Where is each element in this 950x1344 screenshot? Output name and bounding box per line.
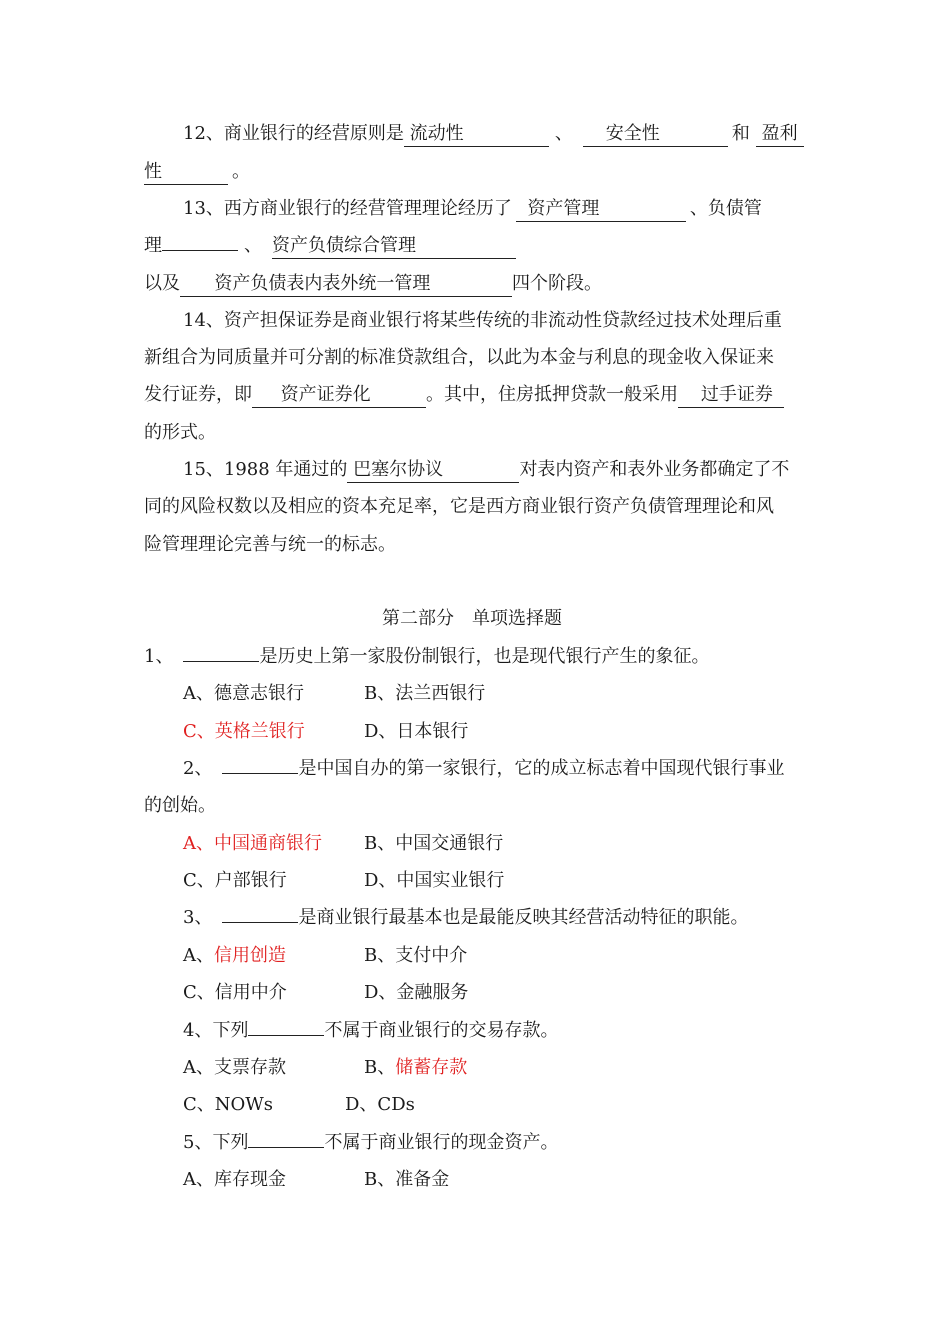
q13-line1: 13、西方商业银行的经营管理理论经历了 资产管理 、负债管 bbox=[183, 197, 762, 222]
q13-answer-4: 资产负债表内表外统一管理 bbox=[180, 273, 512, 297]
mc-q4-answer: 储蓄存款 bbox=[395, 1057, 468, 1078]
mc-q3-option-b: B、支付中介 bbox=[364, 945, 468, 966]
q14-line4: 的形式。 bbox=[144, 422, 216, 443]
mc-q5-option-a: A、库存现金 bbox=[183, 1169, 286, 1190]
q15-line3: 险管理理论完善与统一的标志。 bbox=[144, 534, 396, 555]
mc-q2-stem: 2、 是中国自办的第一家银行，它的成立标志着中国现代银行事业 bbox=[183, 758, 785, 779]
mc-q1-blank bbox=[183, 660, 259, 662]
mc-q3-option-a: A、信用创造 bbox=[183, 945, 286, 966]
mc-q4-option-d: D、CDs bbox=[345, 1094, 415, 1115]
q14-answer-2: 过手证券 bbox=[678, 384, 784, 408]
q12-answer-3b: 性 bbox=[144, 161, 228, 185]
mc-q2-option-d: D、中国实业银行 bbox=[364, 870, 505, 891]
q13-answer-1: 资产管理 bbox=[516, 198, 686, 222]
mc-q3-option-d: D、金融服务 bbox=[364, 982, 469, 1003]
q14-line3: 发行证券，即 资产证券化 。其中，住房抵押贷款一般采用 过手证券 bbox=[144, 383, 784, 408]
mc-q2-blank bbox=[222, 772, 298, 774]
mc-q1-option-d: D、日本银行 bbox=[364, 721, 469, 742]
q15-answer-1: 巴塞尔协议 bbox=[347, 459, 519, 483]
mc-q2-option-b: B、中国交通银行 bbox=[364, 833, 504, 854]
mc-q4-option-c: C、NOWs bbox=[183, 1094, 274, 1115]
q15-line1: 15、1988 年通过的 巴塞尔协议 对表内资产和表外业务都确定了不 bbox=[183, 458, 789, 483]
mc-q1-stem: 1、 是历史上第一家股份制银行，也是现代银行产生的象征。 bbox=[144, 646, 710, 667]
mc-q3-stem: 3、 是商业银行最基本也是最能反映其经营活动特征的职能。 bbox=[183, 907, 749, 928]
q12-answer-2: 安全性 bbox=[583, 123, 728, 147]
mc-q2-stem-cont: 的创始。 bbox=[144, 795, 216, 816]
q14-answer-1: 资产证券化 bbox=[252, 384, 426, 408]
mc-q3-answer: 信用创造 bbox=[214, 945, 286, 966]
q14-line1: 14、资产担保证券是商业银行将某些传统的非流动性贷款经过技术处理后重 bbox=[183, 310, 782, 331]
mc-q1-option-b: B、法兰西银行 bbox=[364, 683, 486, 704]
q13-blank bbox=[162, 249, 238, 251]
mc-q2-option-a: A、中国通商银行 bbox=[183, 833, 322, 854]
mc-q4-option-a: A、支票存款 bbox=[183, 1057, 286, 1078]
q12-line1: 12、商业银行的经营原则是 流动性 、 安全性 和 盈利 bbox=[183, 122, 804, 147]
q13-line2: 理 、 资产负债综合管理 bbox=[144, 234, 516, 259]
q15-line2: 同的风险权数以及相应的资本充足率，它是西方商业银行资产负债管理理论和风 bbox=[144, 496, 774, 517]
q12-answer-1: 流动性 bbox=[404, 123, 549, 147]
section-title: 第二部分 单项选择题 bbox=[382, 608, 562, 629]
mc-q4-stem: 4、下列 不属于商业银行的交易存款。 bbox=[183, 1020, 559, 1041]
mc-q5-option-b: B、准备金 bbox=[364, 1169, 450, 1190]
mc-q1-option-c: C、英格兰银行 bbox=[183, 721, 305, 742]
mc-q1-option-a: A、德意志银行 bbox=[183, 683, 304, 704]
mc-q4-option-b: B、储蓄存款 bbox=[364, 1057, 468, 1078]
mc-q5-blank bbox=[248, 1146, 324, 1148]
mc-q2-option-c: C、户部银行 bbox=[183, 870, 287, 891]
q13-answer-3: 资产负债综合管理 bbox=[272, 235, 516, 259]
mc-q5-stem: 5、下列 不属于商业银行的现金资产。 bbox=[183, 1132, 559, 1153]
q13-line3: 以及 资产负债表内表外统一管理 四个阶段。 bbox=[144, 272, 602, 297]
q14-line2: 新组合为同质量并可分割的标准贷款组合，以此为本金与利息的现金收入保证来 bbox=[144, 347, 774, 368]
q12-line2: 性 。 bbox=[144, 160, 250, 185]
q12-answer-3a: 盈利 bbox=[756, 123, 804, 147]
mc-q3-option-c: C、信用中介 bbox=[183, 982, 287, 1003]
mc-q3-blank bbox=[222, 921, 298, 923]
mc-q4-blank bbox=[248, 1034, 324, 1036]
